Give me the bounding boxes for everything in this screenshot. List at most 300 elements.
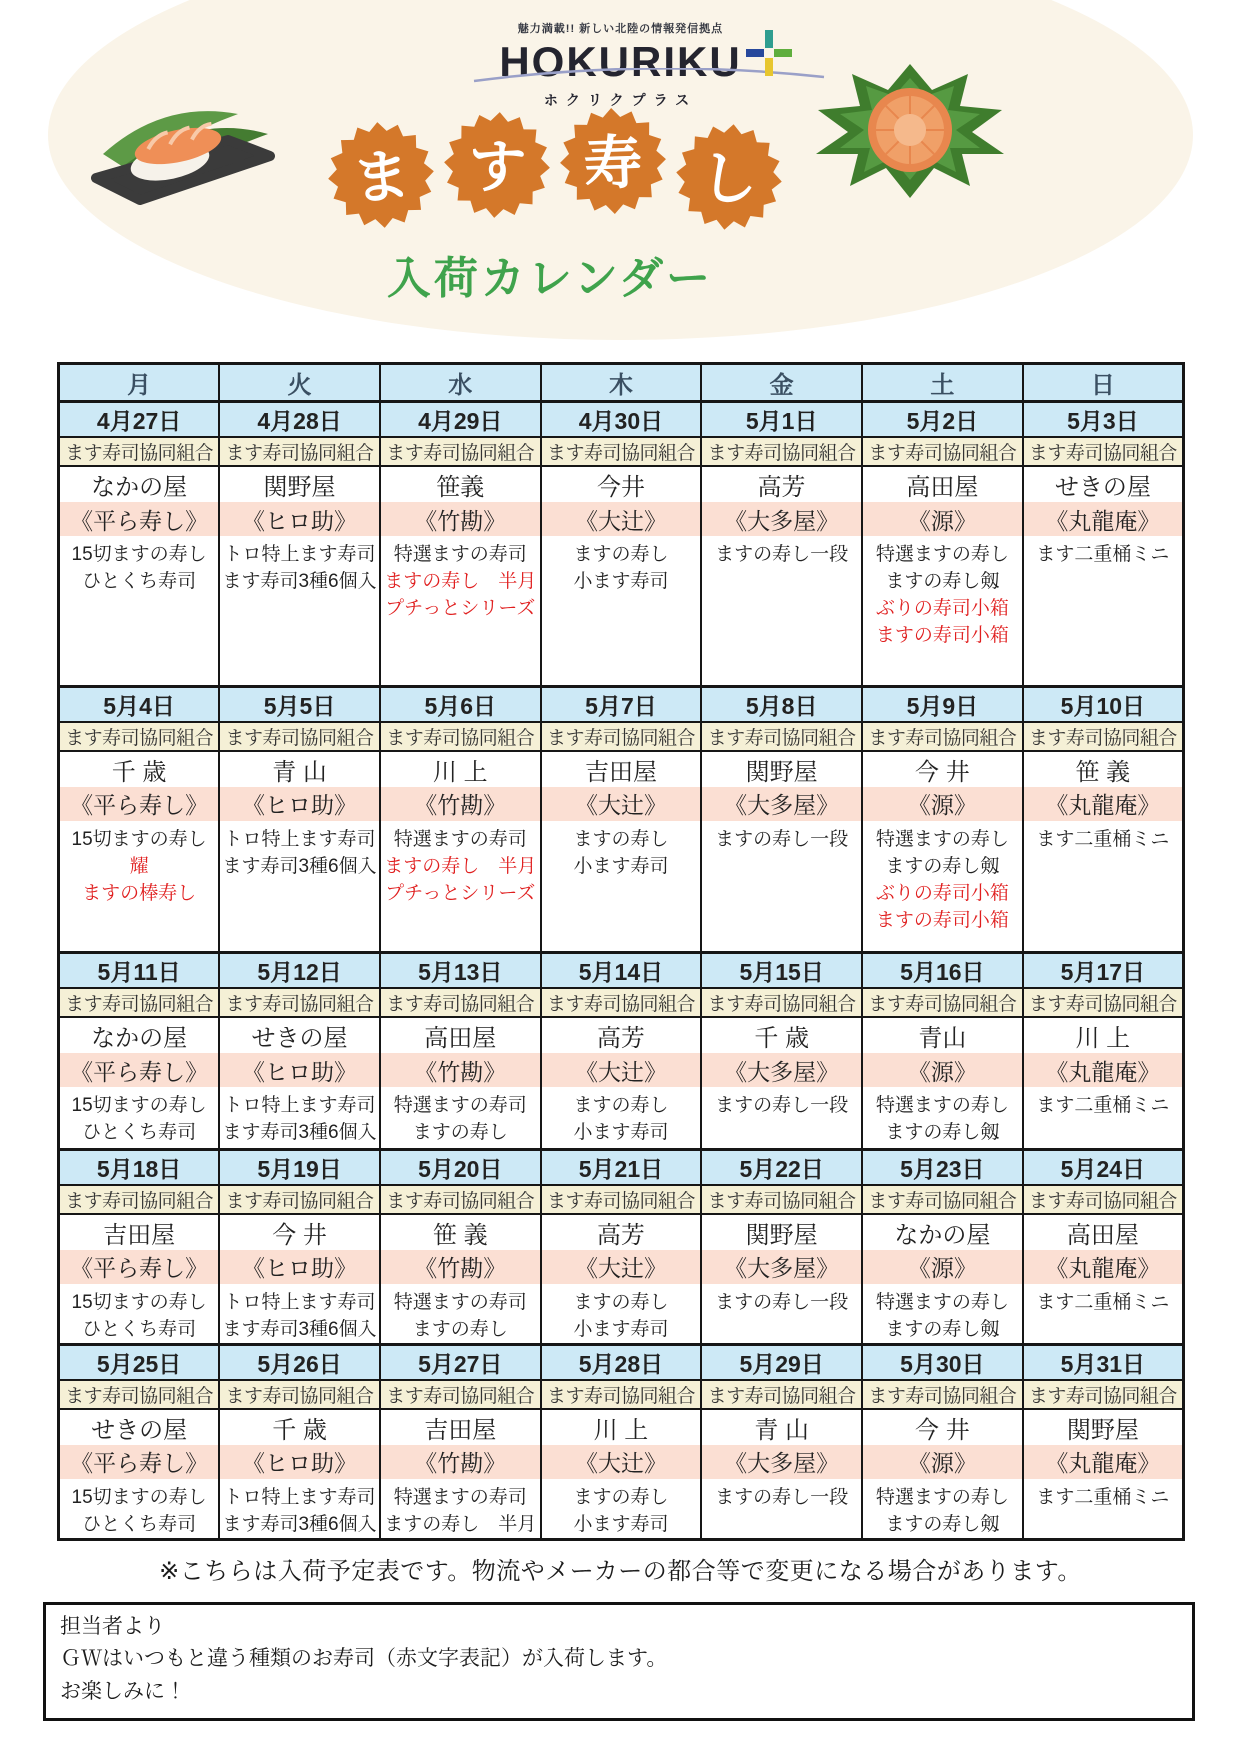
products-cell [541, 1284, 702, 1345]
brand-cell: 《平ら寿し》 [59, 787, 220, 821]
shop-cell: 吉田屋 [380, 1409, 541, 1445]
union-cell: ます寿司協同組合 [219, 722, 380, 751]
date-cell: 5月17日 [1023, 953, 1184, 989]
products-cell [541, 821, 702, 953]
product-line: 特選ますの寿し [875, 544, 1009, 565]
date-cell: 5月20日 [380, 1149, 541, 1185]
date-cell: 5月3日 [1023, 402, 1184, 438]
title-badges [328, 110, 782, 216]
shop-cell: 今 井 [862, 1409, 1023, 1445]
date-cell: 5月31日 [1023, 1344, 1184, 1380]
product-line: 15切ますの寿し [71, 1486, 207, 1508]
plus-icon [746, 30, 792, 76]
shop-cell: なかの屋 [862, 1214, 1023, 1250]
product-line: プチっとシリーズ [385, 882, 536, 904]
brand-cell: 《源》 [862, 1053, 1023, 1087]
date-cell: 5月19日 [219, 1149, 380, 1185]
day-header-cell: 水 [380, 364, 541, 402]
date-cell: 5月14日 [541, 953, 702, 989]
union-cell: ます寿司協同組合 [1023, 722, 1184, 751]
brand-row [59, 502, 1184, 536]
shop-cell: 青 山 [701, 1409, 862, 1445]
date-cell: 5月25日 [59, 1344, 220, 1380]
date-cell: 5月30日 [862, 1344, 1023, 1380]
day-header-cell: 日 [1023, 364, 1184, 402]
shop-cell: 青 山 [219, 751, 380, 787]
brand-cell: 《丸龍庵》 [1023, 1445, 1184, 1479]
union-cell: ます寿司協同組合 [862, 437, 1023, 466]
date-cell: 5月1日 [701, 402, 862, 438]
product-line: ますの寿し剱 [885, 855, 1000, 877]
brand-cell: 《竹勘》 [380, 502, 541, 536]
product-line: 特選ますの寿し [875, 828, 1009, 850]
products-row [59, 536, 1184, 686]
date-cell: 5月29日 [701, 1344, 862, 1380]
product-line: 特選ますの寿司 [393, 828, 527, 850]
shop-cell: 笹 義 [1023, 751, 1184, 787]
date-cell: 5月15日 [701, 953, 862, 989]
notice-line: ＧＷはいつもと違う種類のお寿司（赤文字表記）が入荷します。 [60, 1647, 668, 1671]
brand-row [59, 1250, 1184, 1284]
brand-cell: 《竹勘》 [380, 1250, 541, 1284]
brand-cell: 《丸龍庵》 [1023, 1053, 1184, 1087]
brand-cell: 《大多屋》 [701, 1445, 862, 1479]
date-cell: 5月5日 [219, 686, 380, 722]
product-line: トロ特上ます寿司 [223, 544, 376, 565]
products-cell [380, 1479, 541, 1540]
sushi-plate-illustration [78, 82, 293, 212]
day-header-cell: 木 [541, 364, 702, 402]
date-cell: 5月24日 [1023, 1149, 1184, 1185]
products-cell [219, 1087, 380, 1149]
date-cell: 5月28日 [541, 1344, 702, 1380]
brand-cell: 《ヒロ助》 [219, 1445, 380, 1479]
union-cell: ます寿司協同組合 [862, 1380, 1023, 1409]
shop-cell: 関野屋 [219, 466, 380, 502]
product-line: ぶりの寿司小箱 [875, 882, 1009, 904]
shop-row [59, 1214, 1184, 1250]
union-cell: ます寿司協同組合 [1023, 1185, 1184, 1214]
product-line: ひとくち寿司 [82, 1513, 197, 1535]
shop-cell: なかの屋 [59, 466, 220, 502]
product-line: ますの寿し一段 [715, 1095, 849, 1116]
product-line: ますの寿し [412, 1318, 508, 1340]
brand-cell: 《ヒロ助》 [219, 1250, 380, 1284]
brand-cell: 《大辻》 [541, 1250, 702, 1284]
date-row [59, 1344, 1184, 1380]
union-cell: ます寿司協同組合 [219, 1185, 380, 1214]
shop-cell: 今 井 [862, 751, 1023, 787]
shop-cell: せきの屋 [219, 1017, 380, 1053]
product-line: ます二重桶ミニ [1036, 1486, 1170, 1508]
union-cell: ます寿司協同組合 [1023, 988, 1184, 1017]
title-char: し [697, 144, 761, 215]
product-line: ます寿司3種6個入 [222, 571, 377, 592]
products-cell [862, 1284, 1023, 1345]
products-cell [59, 1479, 220, 1540]
products-cell [219, 536, 380, 686]
brand-cell: 《竹勘》 [380, 1445, 541, 1479]
products-cell [701, 536, 862, 686]
date-cell: 5月11日 [59, 953, 220, 989]
product-line: ますの寿し [573, 1486, 669, 1508]
products-cell [862, 1479, 1023, 1540]
notice-box [43, 1602, 1195, 1722]
product-line: ますの寿し一段 [715, 1291, 849, 1313]
shop-cell: 笹義 [380, 466, 541, 502]
products-cell [59, 536, 220, 686]
date-cell: 5月23日 [862, 1149, 1023, 1185]
products-cell [59, 821, 220, 953]
shop-cell: 高田屋 [862, 466, 1023, 502]
union-cell: ます寿司協同組合 [701, 437, 862, 466]
brand-cell: 《竹勘》 [380, 1053, 541, 1087]
logo-tagline: 魅力満載!! 新しい北陸の情報発信拠点 [517, 23, 724, 35]
product-line: ます寿司3種6個入 [222, 1318, 377, 1340]
date-cell: 5月2日 [862, 402, 1023, 438]
union-row [59, 1380, 1184, 1409]
products-cell [219, 821, 380, 953]
products-row [59, 1087, 1184, 1149]
brand-row [59, 1053, 1184, 1087]
products-cell [1023, 1479, 1184, 1540]
brand-cell: 《大多屋》 [701, 1250, 862, 1284]
product-line: ますの寿し 半月 [384, 855, 537, 877]
date-row [59, 402, 1184, 438]
union-cell: ます寿司協同組合 [59, 988, 220, 1017]
brand-cell: 《平ら寿し》 [59, 1250, 220, 1284]
title-char: す [466, 133, 528, 202]
products-cell [541, 536, 702, 686]
brand-cell: 《大多屋》 [701, 787, 862, 821]
union-cell: ます寿司協同組合 [701, 722, 862, 751]
brand-cell: 《平ら寿し》 [59, 1445, 220, 1479]
product-line: ますの寿し 半月 [384, 1513, 537, 1535]
product-line: ます二重桶ミニ [1036, 1095, 1170, 1116]
product-line: 小ます寿司 [573, 571, 669, 592]
product-line: ひとくち寿司 [82, 571, 197, 592]
shop-cell: 青山 [862, 1017, 1023, 1053]
union-cell: ます寿司協同組合 [541, 1380, 702, 1409]
products-cell [862, 536, 1023, 686]
products-cell [862, 821, 1023, 953]
product-line: 小ます寿司 [573, 1513, 669, 1535]
date-cell: 5月4日 [59, 686, 220, 722]
date-cell: 5月27日 [380, 1344, 541, 1380]
shop-cell: 千 歳 [701, 1017, 862, 1053]
union-cell: ます寿司協同組合 [541, 722, 702, 751]
products-row [59, 1479, 1184, 1540]
union-cell: ます寿司協同組合 [541, 1185, 702, 1214]
shop-row [59, 751, 1184, 787]
product-line: ます寿司3種6個入 [222, 1122, 377, 1143]
union-cell: ます寿司協同組合 [59, 1380, 220, 1409]
brand-cell: 《ヒロ助》 [219, 1053, 380, 1087]
union-cell: ます寿司協同組合 [219, 1380, 380, 1409]
brand-cell: 《平ら寿し》 [59, 502, 220, 536]
date-row [59, 953, 1184, 989]
date-cell: 5月7日 [541, 686, 702, 722]
union-cell: ます寿司協同組合 [541, 437, 702, 466]
date-cell: 5月8日 [701, 686, 862, 722]
date-cell: 5月6日 [380, 686, 541, 722]
shop-cell: 高芳 [541, 1214, 702, 1250]
brand-cell: 《源》 [862, 787, 1023, 821]
title-badge [672, 120, 787, 235]
title-badge [324, 118, 437, 231]
logo-wordmark: HOKURIKU [499, 38, 742, 85]
product-line: ます二重桶ミニ [1036, 544, 1170, 565]
union-cell: ます寿司協同組合 [701, 988, 862, 1017]
product-line: ますの寿し剱 [885, 1513, 1000, 1535]
union-cell: ます寿司協同組合 [701, 1185, 862, 1214]
date-cell: 5月26日 [219, 1344, 380, 1380]
union-row [59, 722, 1184, 751]
brand-cell: 《丸龍庵》 [1023, 1250, 1184, 1284]
shop-cell: 高田屋 [1023, 1214, 1184, 1250]
product-line: 特選ますの寿し [875, 1291, 1009, 1313]
products-cell [701, 1087, 862, 1149]
shop-cell: 千 歳 [219, 1409, 380, 1445]
shop-cell: 関野屋 [1023, 1409, 1184, 1445]
brand-cell: 《平ら寿し》 [59, 1053, 220, 1087]
union-cell: ます寿司協同組合 [380, 988, 541, 1017]
shop-cell: 吉田屋 [541, 751, 702, 787]
product-line: ます寿司3種6個入 [222, 1513, 377, 1535]
products-cell [380, 536, 541, 686]
brand-cell: 《大辻》 [541, 1053, 702, 1087]
product-line: トロ特上ます寿司 [223, 1095, 376, 1116]
shop-cell: 高芳 [701, 466, 862, 502]
product-line: 特選ますの寿し [875, 1486, 1009, 1508]
shop-cell: 関野屋 [701, 1214, 862, 1250]
union-cell: ます寿司協同組合 [1023, 437, 1184, 466]
shop-cell: 今井 [541, 466, 702, 502]
union-cell: ます寿司協同組合 [380, 437, 541, 466]
shop-cell: 川 上 [380, 751, 541, 787]
union-cell: ます寿司協同組合 [219, 437, 380, 466]
brand-cell: 《丸龍庵》 [1023, 502, 1184, 536]
brand-cell: 《源》 [862, 1250, 1023, 1284]
product-line: ますの寿し [412, 1122, 508, 1143]
union-cell: ます寿司協同組合 [219, 988, 380, 1017]
products-cell [219, 1284, 380, 1345]
shop-cell: せきの屋 [59, 1409, 220, 1445]
title-badge [558, 106, 668, 216]
union-cell: ます寿司協同組合 [380, 722, 541, 751]
brand-cell: 《大辻》 [541, 787, 702, 821]
products-cell [1023, 1087, 1184, 1149]
product-line: 15切ますの寿し [71, 1095, 207, 1116]
shop-cell: 笹 義 [380, 1214, 541, 1250]
product-line: 15切ますの寿し [71, 828, 207, 850]
product-line: ますの棒寿し [82, 882, 197, 904]
product-line: ますの寿し剱 [885, 571, 1000, 592]
product-line: ますの寿し剱 [885, 1318, 1000, 1340]
product-line: ひとくち寿司 [82, 1318, 197, 1340]
day-header-row [59, 364, 1184, 402]
brand-cell: 《大辻》 [541, 502, 702, 536]
day-header-cell: 土 [862, 364, 1023, 402]
shop-cell: 高芳 [541, 1017, 702, 1053]
product-line: ぶりの寿司小箱 [875, 598, 1009, 619]
date-cell: 5月18日 [59, 1149, 220, 1185]
product-line: ます二重桶ミニ [1036, 828, 1170, 850]
date-cell: 4月30日 [541, 402, 702, 438]
date-cell: 5月13日 [380, 953, 541, 989]
calendar-table [57, 362, 1185, 1541]
product-line: 特選ますの寿司 [393, 1291, 527, 1313]
union-cell: ます寿司協同組合 [380, 1185, 541, 1214]
brand-cell: 《丸龍庵》 [1023, 787, 1184, 821]
shop-cell: 千 歳 [59, 751, 220, 787]
union-cell: ます寿司協同組合 [59, 722, 220, 751]
products-cell [1023, 821, 1184, 953]
product-line: 小ます寿司 [573, 1318, 669, 1340]
product-line: ますの寿し一段 [715, 544, 849, 565]
shop-row [59, 466, 1184, 502]
products-cell [219, 1479, 380, 1540]
products-cell [541, 1087, 702, 1149]
union-row [59, 1185, 1184, 1214]
shop-cell: 今 井 [219, 1214, 380, 1250]
product-line: 特選ますの寿し [875, 1095, 1009, 1116]
union-cell: ます寿司協同組合 [862, 722, 1023, 751]
footer-note: ※こちらは入荷予定表です。物流やメーカーの都合等で変更になる場合があります。 [159, 1557, 1082, 1585]
shop-cell: 川 上 [541, 1409, 702, 1445]
brand-cell: 《源》 [862, 1445, 1023, 1479]
shop-row [59, 1017, 1184, 1053]
brand-cell: 《ヒロ助》 [219, 787, 380, 821]
product-line: ますの寿し [573, 1291, 669, 1313]
union-cell: ます寿司協同組合 [541, 988, 702, 1017]
date-cell: 4月29日 [380, 402, 541, 438]
product-line: 特選ますの寿司 [393, 544, 527, 565]
brand-row [59, 787, 1184, 821]
date-row [59, 1149, 1184, 1185]
product-line: 15切ますの寿し [71, 1291, 207, 1313]
products-cell [59, 1087, 220, 1149]
product-line: ますの寿し一段 [715, 1486, 849, 1508]
product-line: 小ます寿司 [573, 1122, 669, 1143]
day-header-cell: 金 [701, 364, 862, 402]
product-line: ますの寿司小箱 [875, 625, 1009, 646]
products-cell [862, 1087, 1023, 1149]
product-line: ますの寿し 半月 [384, 571, 537, 592]
brand-cell: 《源》 [862, 502, 1023, 536]
union-cell: ます寿司協同組合 [380, 1380, 541, 1409]
union-row [59, 988, 1184, 1017]
products-row [59, 821, 1184, 953]
products-cell [1023, 536, 1184, 686]
shop-cell: 関野屋 [701, 751, 862, 787]
product-line: 特選ますの寿司 [393, 1486, 527, 1508]
shop-cell: 高田屋 [380, 1017, 541, 1053]
products-row [59, 1284, 1184, 1345]
shop-cell: なかの屋 [59, 1017, 220, 1053]
product-line: ますの寿司小箱 [875, 909, 1009, 931]
brand-cell: 《ヒロ助》 [219, 502, 380, 536]
product-line: ますの寿し [573, 544, 669, 565]
union-cell: ます寿司協同組合 [59, 437, 220, 466]
product-line: トロ特上ます寿司 [223, 1486, 376, 1508]
day-header-cell: 月 [59, 364, 220, 402]
products-cell [380, 1284, 541, 1345]
product-line: ますの寿し剱 [885, 1122, 1000, 1143]
shop-cell: 吉田屋 [59, 1214, 220, 1250]
products-cell [380, 821, 541, 953]
page-subtitle: 入荷カレンダー [386, 254, 714, 303]
date-cell: 5月9日 [862, 686, 1023, 722]
date-cell: 5月12日 [219, 953, 380, 989]
union-cell: ます寿司協同組合 [862, 1185, 1023, 1214]
brand-cell: 《大多屋》 [701, 502, 862, 536]
products-cell [1023, 1284, 1184, 1345]
title-char: ま [349, 143, 413, 212]
logo-row [499, 38, 741, 86]
product-line: ます寿司3種6個入 [222, 855, 377, 877]
page-header [0, 0, 1241, 360]
products-cell [380, 1087, 541, 1149]
brand-cell: 《大辻》 [541, 1445, 702, 1479]
product-line: 15切ますの寿し [71, 544, 207, 565]
shop-row [59, 1409, 1184, 1445]
product-line: ますの寿し [573, 1095, 669, 1116]
shop-cell: 川 上 [1023, 1017, 1184, 1053]
product-line: ひとくち寿司 [82, 1122, 197, 1143]
union-cell: ます寿司協同組合 [59, 1185, 220, 1214]
union-cell: ます寿司協同組合 [1023, 1380, 1184, 1409]
date-cell: 5月22日 [701, 1149, 862, 1185]
product-line: ますの寿し一段 [715, 828, 849, 850]
product-line: 耀 [129, 855, 149, 877]
date-cell: 5月10日 [1023, 686, 1184, 722]
title-char: 寿 [582, 130, 644, 197]
title-badge [441, 109, 552, 220]
product-line: 小ます寿司 [573, 855, 669, 877]
brand-cell: 《大多屋》 [701, 1053, 862, 1087]
products-cell [59, 1284, 220, 1345]
products-cell [541, 1479, 702, 1540]
date-cell: 5月16日 [862, 953, 1023, 989]
product-line: トロ特上ます寿司 [223, 1291, 376, 1313]
notice-line: お楽しみに！ [60, 1679, 186, 1703]
product-line: 特選ますの寿司 [393, 1095, 527, 1116]
union-cell: ます寿司協同組合 [701, 1380, 862, 1409]
calendar-body [59, 364, 1184, 1540]
product-line: プチっとシリーズ [385, 598, 536, 619]
products-cell [701, 1284, 862, 1345]
brand-cell: 《竹勘》 [380, 787, 541, 821]
date-cell: 4月28日 [219, 402, 380, 438]
product-line: ますの寿し [573, 828, 669, 850]
day-header-cell: 火 [219, 364, 380, 402]
masu-sushi-illustration [810, 62, 1010, 202]
products-cell [701, 1479, 862, 1540]
union-row [59, 437, 1184, 466]
date-cell: 4月27日 [59, 402, 220, 438]
date-row [59, 686, 1184, 722]
product-line: トロ特上ます寿司 [223, 828, 376, 850]
date-cell: 5月21日 [541, 1149, 702, 1185]
product-line: ます二重桶ミニ [1036, 1291, 1170, 1313]
logo-katakana: ホクリクプラス [543, 92, 698, 108]
products-cell [701, 821, 862, 953]
union-cell: ます寿司協同組合 [862, 988, 1023, 1017]
brand-row [59, 1445, 1184, 1479]
shop-cell: せきの屋 [1023, 466, 1184, 502]
notice-line: 担当者より [60, 1614, 165, 1638]
